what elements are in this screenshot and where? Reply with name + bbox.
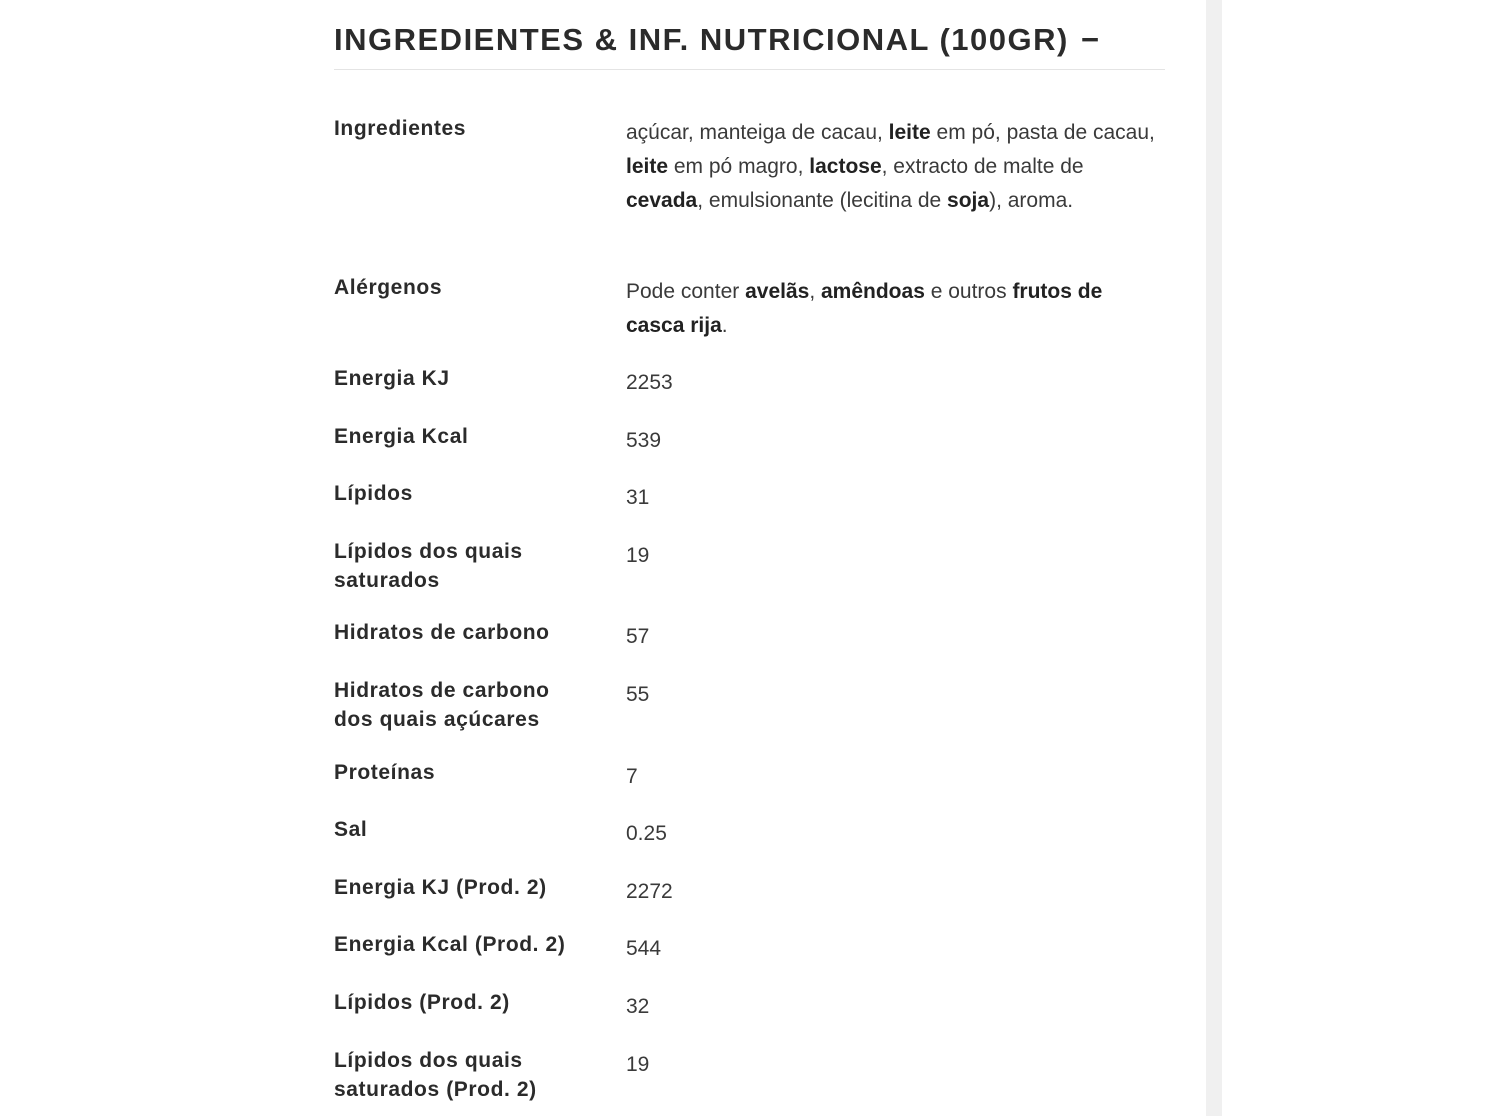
row-label: Ingredientes xyxy=(334,117,467,140)
row-value: 544 xyxy=(626,937,662,960)
row-value: 57 xyxy=(626,625,650,648)
row-label: Hidratos de carbono dos quais açúcares xyxy=(334,679,550,731)
highlighted-allergen: lactose xyxy=(809,155,882,178)
highlighted-allergen: leite xyxy=(626,155,669,178)
row-label: Energia KJ xyxy=(334,367,450,390)
scrollbar-track[interactable] xyxy=(1206,0,1222,1116)
row-label: Energia Kcal xyxy=(334,425,469,448)
row-value: 2253 xyxy=(626,371,673,394)
row-value: 32 xyxy=(626,995,650,1018)
row-label: Lípidos dos quais saturados xyxy=(334,540,523,592)
row-value-ingredients: açúcar, manteiga de cacau, leite em pó, pasta de cacau, leite em pó magro, lactose, extracto de malte de cevada, emulsionante (lecitina de soja), aroma. xyxy=(626,121,1155,212)
highlighted-allergen: frutos de casca rija xyxy=(626,280,1103,337)
row-label: Lípidos (Prod. 2) xyxy=(334,991,510,1014)
row-label: Lípidos dos quais saturados (Prod. 2) xyxy=(334,1049,537,1101)
row-value: 7 xyxy=(626,765,638,788)
row-value: 0.25 xyxy=(626,822,667,845)
row-value: 31 xyxy=(626,486,650,509)
row-label: Energia Kcal (Prod. 2) xyxy=(334,933,566,956)
row-label: Alérgenos xyxy=(334,276,443,299)
row-label: Sal xyxy=(334,818,368,841)
row-label: Energia KJ (Prod. 2) xyxy=(334,876,547,899)
highlighted-allergen: cevada xyxy=(626,189,698,212)
row-value: 19 xyxy=(626,1053,650,1076)
row-value: 539 xyxy=(626,429,662,452)
highlighted-allergen: leite xyxy=(888,121,931,144)
row-value: 19 xyxy=(626,544,650,567)
row-label: Proteínas xyxy=(334,761,436,784)
section-title: INGREDIENTES & INF. NUTRICIONAL (100GR) xyxy=(334,21,1069,57)
row-label: Hidratos de carbono xyxy=(334,621,550,644)
row-label: Lípidos xyxy=(334,482,413,505)
minus-icon[interactable]: − xyxy=(1080,21,1099,57)
highlighted-allergen: amêndoas xyxy=(821,280,925,303)
row-value: 2272 xyxy=(626,880,673,903)
highlighted-allergen: soja xyxy=(947,189,990,212)
nutrition-table xyxy=(334,0,1165,1116)
highlighted-allergen: avelãs xyxy=(745,280,810,303)
row-value-allergens: Pode conter avelãs, amêndoas e outros frutos de casca rija. xyxy=(626,280,1103,337)
row-value: 55 xyxy=(626,683,650,706)
